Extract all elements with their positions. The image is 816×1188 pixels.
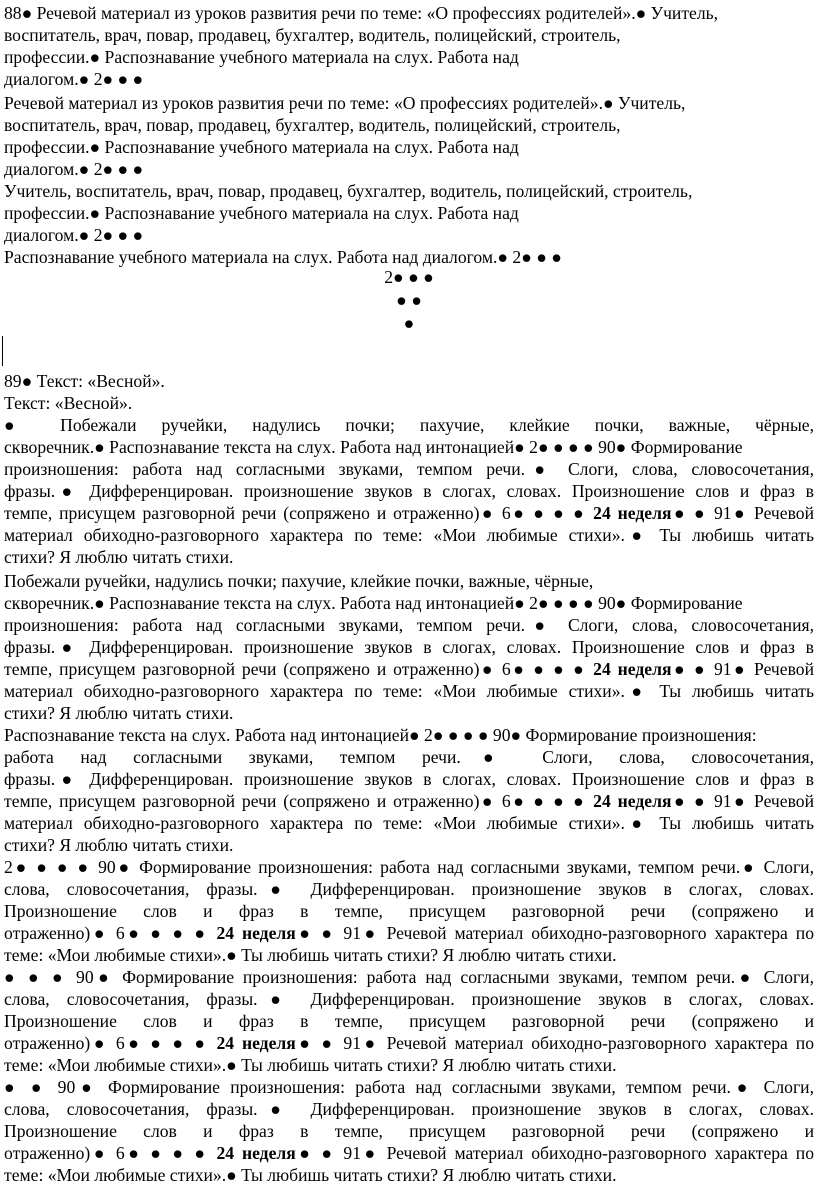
text-line: произношения: работа над согласными звуками, темпом речи.● Слоги, слова, словосочетания, [4, 615, 814, 635]
text-line: Распознавание учебного материала на слух. Работа над диалогом.● 2● ● ● [4, 247, 562, 267]
text-line: фразы.● Дифференцирован. произношение звуков в слогах, словах. Произношение слов и фраз в [4, 637, 814, 657]
text-line: скворечник.● Распознавание текста на слух. Работа над интонацией● 2● ● ● ● 90● Формирование [4, 593, 743, 613]
text-line: фразы.● Дифференцирован. произношение звуков в слогах, словах. Произношение слов и фраз в [4, 481, 814, 501]
text-line: ● [403, 313, 415, 333]
text-line: воспитатель, врач, повар, продавец, бухгалтер, водитель, полицейский, строитель, [4, 25, 621, 45]
text-line: скворечник.● Распознавание текста на слух. Работа над интонацией● 2● ● ● ● 90● Формирование [4, 437, 743, 457]
text-line: отраженно)● 6● ● ● ● 24 неделя● ● 91● Речевой материал обиходно-разговорного характера по [4, 1033, 814, 1053]
text-line: Распознавание текста на слух. Работа над интонацией● 2● ● ● ● 90● Формирование произношения: [4, 725, 757, 745]
text-line: Текст: «Весной». [4, 393, 133, 413]
text-line: Произношение слов и фраз в темпе, присущем разговорной речи (сопряжено и [4, 1011, 814, 1031]
text-line: материал обиходно-разговорного характера по теме: «Мои любимые стихи».● Ты любишь читать [4, 525, 814, 545]
text-line: диалогом.● 2● ● ● [4, 159, 144, 179]
text-line: воспитатель, врач, повар, продавец, бухгалтер, водитель, полицейский, строитель, [4, 115, 621, 135]
text-line: отраженно)● 6● ● ● ● 24 неделя● ● 91● Речевой материал обиходно-разговорного характера по [4, 1143, 814, 1163]
text-line: теме: «Мои любимые стихи».● Ты любишь читать стихи? Я люблю читать стихи. [4, 945, 617, 965]
text-line: 88● Речевой материал из уроков развития речи по теме: «О профессиях родителей».● Учитель, [4, 3, 719, 23]
text-line: Учитель, воспитатель, врач, повар, продавец, бухгалтер, водитель, полицейский, строитель, [4, 181, 693, 201]
text-line: ● ● ● 90● Формирование произношения: работа над согласными звуками, темпом речи.● Слоги, [4, 967, 814, 987]
text-line: диалогом.● 2● ● ● [4, 225, 144, 245]
text-line: фразы.● Дифференцирован. произношение звуков в слогах, словах. Произношение слов и фраз в [4, 769, 814, 789]
text-line: Речевой материал из уроков развития речи по теме: «О профессиях родителей».● Учитель, [4, 93, 686, 113]
text-line: темпе, присущем разговорной речи (сопряжено и отраженно)● 6● ● ● ● 24 неделя● ● 91● Речевой [4, 791, 814, 811]
text-line: темпе, присущем разговорной речи (сопряжено и отраженно)● 6● ● ● ● 24 неделя● ● 91● Речевой [4, 659, 814, 679]
text-line: профессии.● Распознавание учебного материала на слух. Работа над [4, 47, 519, 67]
text-line: теме: «Мои любимые стихи».● Ты любишь читать стихи? Я люблю читать стихи. [4, 1055, 617, 1075]
text-line: диалогом.● 2● ● ● [4, 69, 144, 89]
text-line: слова, словосочетания, фразы.● Дифференцирован. произношение звуков в слогах, словах. [4, 1099, 814, 1119]
text-line: темпе, присущем разговорной речи (сопряжено и отраженно)● 6● ● ● ● 24 неделя● ● 91● Речевой [4, 503, 814, 523]
text-line: профессии.● Распознавание учебного материала на слух. Работа над [4, 203, 519, 223]
text-line: стихи? Я люблю читать стихи. [4, 703, 234, 723]
text-line: отраженно)● 6● ● ● ● 24 неделя● ● 91● Речевой материал обиходно-разговорного характера по [4, 923, 814, 943]
text-line: стихи? Я люблю читать стихи. [4, 547, 234, 567]
text-line: Произношение слов и фраз в темпе, присущем разговорной речи (сопряжено и [4, 901, 814, 921]
text-line: материал обиходно-разговорного характера по теме: «Мои любимые стихи».● Ты любишь читать [4, 813, 814, 833]
text-line: 2● ● ● ● 90● Формирование произношения: работа над согласными звуками, темпом речи.● Слоги, [4, 857, 814, 877]
text-line: ● Побежали ручейки, надулись почки; пахучие, клейкие почки, важные, чёрные, [4, 415, 814, 435]
text-line: стихи? Я люблю читать стихи. [4, 835, 234, 855]
text-line: работа над согласными звуками, темпом речи.● Слоги, слова, словосочетания, [4, 747, 814, 767]
text-line: Побежали ручейки, надулись почки; пахучие, клейкие почки, важные, чёрные, [4, 571, 594, 591]
text-line: профессии.● Распознавание учебного материала на слух. Работа над [4, 137, 519, 157]
text-line: Произношение слов и фраз в темпе, присущем разговорной речи (сопряжено и [4, 1121, 814, 1141]
text-line: материал обиходно-разговорного характера по теме: «Мои любимые стихи».● Ты любишь читать [4, 681, 814, 701]
vertical-rule [2, 336, 3, 366]
text-line: 2● ● ● [384, 267, 434, 287]
text-line: слова, словосочетания, фразы.● Дифференцирован. произношение звуков в слогах, словах. [4, 989, 814, 1009]
text-line: 89● Текст: «Весной». [4, 371, 165, 391]
text-line: слова, словосочетания, фразы.● Дифференцирован. произношение звуков в слогах, словах. [4, 879, 814, 899]
text-line: произношения: работа над согласными звуками, темпом речи.● Слоги, слова, словосочетания, [4, 459, 814, 479]
text-line: ● ● [396, 290, 422, 310]
text-line: теме: «Мои любимые стихи».● Ты любишь читать стихи? Я люблю читать стихи. [4, 1165, 617, 1185]
text-line: ● ● 90● Формирование произношения: работа над согласными звуками, темпом речи.● Слоги, [4, 1077, 814, 1097]
